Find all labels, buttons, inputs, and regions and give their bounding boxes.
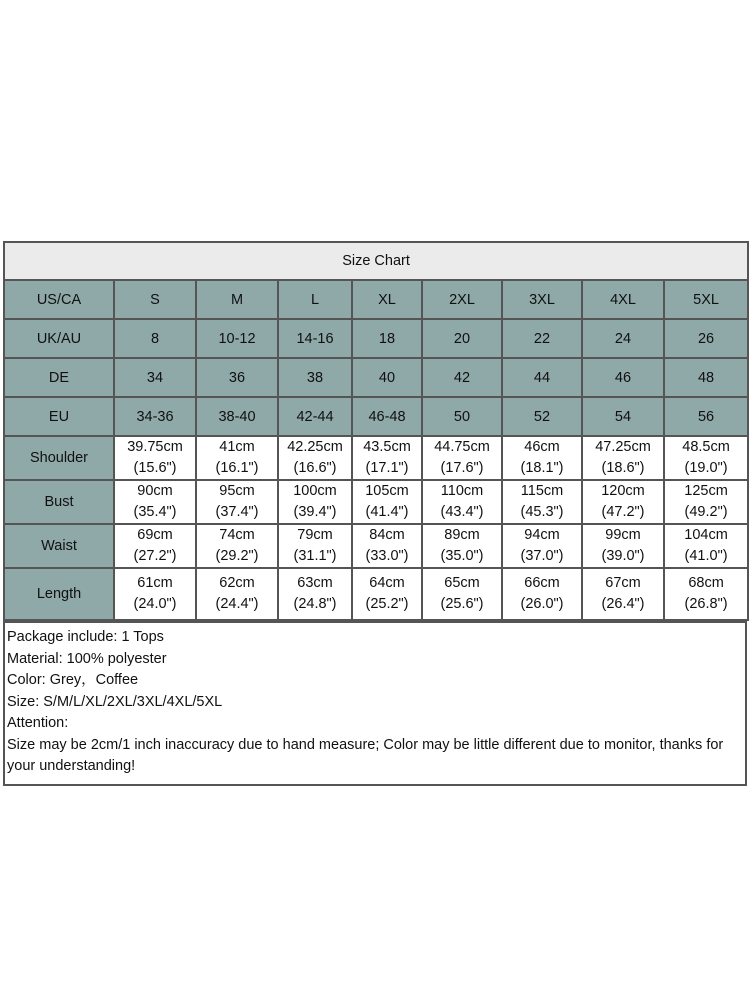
size-row-de bbox=[4, 358, 748, 397]
cm-value: 69cm bbox=[137, 527, 173, 543]
inch-value: (18.1") bbox=[520, 460, 564, 476]
size-cell: 48 bbox=[664, 358, 748, 397]
cm-value: 63cm bbox=[297, 575, 333, 591]
cm-value: 89cm bbox=[444, 527, 480, 543]
measure-row-length bbox=[4, 568, 748, 620]
size-cell: 34 bbox=[114, 358, 196, 397]
inch-value: (18.6") bbox=[601, 460, 645, 476]
size-cell: 8 bbox=[114, 319, 196, 358]
cm-value: 62cm bbox=[219, 575, 255, 591]
measure-cell bbox=[352, 480, 422, 524]
cm-value: 74cm bbox=[219, 527, 255, 543]
size-cell: 10-12 bbox=[196, 319, 278, 358]
inch-value: (17.1") bbox=[365, 460, 409, 476]
measure-row-shoulder bbox=[4, 436, 748, 480]
size-cell: 2XL bbox=[422, 280, 502, 319]
measure-cell bbox=[664, 480, 748, 524]
cm-value: 79cm bbox=[297, 527, 333, 543]
inch-value: (41.0") bbox=[684, 548, 728, 564]
inch-value: (27.2") bbox=[133, 548, 177, 564]
measure-cell bbox=[278, 436, 352, 480]
size-cell: L bbox=[278, 280, 352, 319]
measure-cell bbox=[278, 568, 352, 620]
size-cell: 56 bbox=[664, 397, 748, 436]
measure-cell bbox=[196, 524, 278, 568]
size-cell: 40 bbox=[352, 358, 422, 397]
inch-value: (45.3") bbox=[520, 504, 564, 520]
size-cell: 24 bbox=[582, 319, 664, 358]
note-package: Package include: 1 Tops bbox=[7, 629, 164, 645]
size-chart-body bbox=[4, 242, 748, 620]
measure-cell bbox=[582, 436, 664, 480]
size-row-uk-au bbox=[4, 319, 748, 358]
row-label: Waist bbox=[4, 524, 114, 568]
inch-value: (29.2") bbox=[215, 548, 259, 564]
inch-value: (26.0") bbox=[520, 596, 564, 612]
size-cell: 34-36 bbox=[114, 397, 196, 436]
note-disclaimer: Size may be 2cm/1 inch inaccuracy due to hand measure; Color may be little different due to monitor, thanks for your understanding! bbox=[7, 736, 724, 774]
measure-cell bbox=[422, 568, 502, 620]
cm-value: 90cm bbox=[137, 483, 173, 499]
measure-cell bbox=[502, 568, 582, 620]
size-row-us-ca bbox=[4, 280, 748, 319]
notes-table bbox=[3, 621, 747, 786]
inch-value: (15.6") bbox=[133, 460, 177, 476]
size-cell: 4XL bbox=[582, 280, 664, 319]
size-cell: 46-48 bbox=[352, 397, 422, 436]
measure-cell bbox=[582, 480, 664, 524]
size-chart-table bbox=[3, 241, 749, 621]
measure-cell bbox=[352, 436, 422, 480]
inch-value: (25.2") bbox=[365, 596, 409, 612]
row-label: Shoulder bbox=[4, 436, 114, 480]
measure-cell bbox=[278, 480, 352, 524]
inch-value: (16.6") bbox=[293, 460, 337, 476]
note-material: Material: 100% polyester bbox=[7, 650, 167, 667]
size-cell: 44 bbox=[502, 358, 582, 397]
inch-value: (33.0") bbox=[365, 548, 409, 564]
measure-cell bbox=[582, 568, 664, 620]
inch-value: (16.1") bbox=[215, 460, 259, 476]
inch-value: (41.4") bbox=[365, 504, 409, 520]
inch-value: (19.0") bbox=[684, 460, 728, 476]
size-cell: 42 bbox=[422, 358, 502, 397]
cm-value: 66cm bbox=[524, 575, 560, 591]
size-cell: 22 bbox=[502, 319, 582, 358]
inch-value: (17.6") bbox=[440, 460, 484, 476]
size-cell: 14-16 bbox=[278, 319, 352, 358]
cm-value: 99cm bbox=[605, 527, 641, 543]
cm-value: 95cm bbox=[219, 483, 255, 499]
cm-value: 94cm bbox=[524, 527, 560, 543]
cm-value: 46cm bbox=[524, 439, 560, 455]
measure-cell bbox=[114, 436, 196, 480]
size-cell: 52 bbox=[502, 397, 582, 436]
cm-value: 64cm bbox=[369, 575, 405, 591]
row-label: US/CA bbox=[4, 280, 114, 319]
size-cell: 54 bbox=[582, 397, 664, 436]
measure-cell bbox=[664, 568, 748, 620]
inch-value: (49.2") bbox=[684, 504, 728, 520]
size-cell: 46 bbox=[582, 358, 664, 397]
cm-value: 110cm bbox=[440, 483, 484, 499]
inch-value: (24.4") bbox=[215, 596, 259, 612]
cm-value: 84cm bbox=[369, 527, 405, 543]
size-cell: 3XL bbox=[502, 280, 582, 319]
note-color: Color: Grey，Coffee bbox=[7, 672, 139, 688]
measure-cell bbox=[582, 524, 664, 568]
measure-row-bust bbox=[4, 480, 748, 524]
cm-value: 61cm bbox=[137, 575, 173, 591]
size-cell: M bbox=[196, 280, 278, 319]
inch-value: (37.0") bbox=[520, 548, 564, 564]
inch-value: (35.4") bbox=[133, 504, 177, 520]
inch-value: (26.8") bbox=[684, 596, 728, 612]
size-cell: 5XL bbox=[664, 280, 748, 319]
cm-value: 125cm bbox=[684, 483, 728, 499]
measure-cell bbox=[114, 524, 196, 568]
size-cell: 36 bbox=[196, 358, 278, 397]
measure-cell bbox=[114, 480, 196, 524]
inch-value: (25.6") bbox=[440, 596, 484, 612]
measure-cell bbox=[278, 524, 352, 568]
cm-value: 100cm bbox=[293, 483, 337, 499]
cm-value: 105cm bbox=[365, 483, 409, 499]
size-cell: XL bbox=[352, 280, 422, 319]
cm-value: 44.75cm bbox=[434, 439, 490, 455]
measure-cell bbox=[422, 436, 502, 480]
size-cell: S bbox=[114, 280, 196, 319]
row-label: Length bbox=[4, 568, 114, 620]
cm-value: 48.5cm bbox=[682, 439, 730, 455]
measure-cell bbox=[502, 480, 582, 524]
notes-block bbox=[4, 622, 746, 785]
size-cell: 38-40 bbox=[196, 397, 278, 436]
measure-cell bbox=[196, 568, 278, 620]
size-chart-sheet bbox=[3, 241, 747, 786]
inch-value: (39.4") bbox=[293, 504, 337, 520]
row-label: Bust bbox=[4, 480, 114, 524]
size-cell: 50 bbox=[422, 397, 502, 436]
inch-value: (43.4") bbox=[440, 504, 484, 520]
row-label: UK/AU bbox=[4, 319, 114, 358]
inch-value: (35.0") bbox=[440, 548, 484, 564]
size-cell: 38 bbox=[278, 358, 352, 397]
cm-value: 104cm bbox=[684, 527, 728, 543]
cm-value: 115cm bbox=[520, 483, 564, 499]
note-attention: Attention: bbox=[7, 715, 69, 731]
inch-value: (37.4") bbox=[215, 504, 259, 520]
cm-value: 68cm bbox=[688, 575, 724, 591]
inch-value: (24.8") bbox=[293, 596, 337, 612]
inch-value: (24.0") bbox=[133, 596, 177, 612]
measure-cell bbox=[664, 436, 748, 480]
inch-value: (31.1") bbox=[293, 548, 337, 564]
inch-value: (47.2") bbox=[601, 504, 645, 520]
inch-value: (26.4") bbox=[601, 596, 645, 612]
note-size: Size: S/M/L/XL/2XL/3XL/4XL/5XL bbox=[7, 693, 223, 710]
measure-cell bbox=[664, 524, 748, 568]
measure-cell bbox=[352, 524, 422, 568]
measure-cell bbox=[196, 436, 278, 480]
cm-value: 65cm bbox=[444, 575, 480, 591]
measure-cell bbox=[352, 568, 422, 620]
cm-value: 41cm bbox=[219, 439, 255, 455]
cm-value: 39.75cm bbox=[127, 439, 183, 455]
cm-value: 43.5cm bbox=[363, 439, 411, 455]
row-label: EU bbox=[4, 397, 114, 436]
measure-cell bbox=[422, 524, 502, 568]
cm-value: 120cm bbox=[601, 483, 645, 499]
chart-title: Size Chart bbox=[4, 242, 748, 280]
measure-cell bbox=[422, 480, 502, 524]
size-cell: 26 bbox=[664, 319, 748, 358]
measure-cell bbox=[502, 436, 582, 480]
measure-cell bbox=[502, 524, 582, 568]
size-cell: 20 bbox=[422, 319, 502, 358]
size-cell: 18 bbox=[352, 319, 422, 358]
cm-value: 42.25cm bbox=[287, 439, 343, 455]
size-row-eu bbox=[4, 397, 748, 436]
size-cell: 42-44 bbox=[278, 397, 352, 436]
cm-value: 47.25cm bbox=[595, 439, 651, 455]
inch-value: (39.0") bbox=[601, 548, 645, 564]
measure-cell bbox=[196, 480, 278, 524]
row-label: DE bbox=[4, 358, 114, 397]
measure-cell bbox=[114, 568, 196, 620]
measure-row-waist bbox=[4, 524, 748, 568]
cm-value: 67cm bbox=[605, 575, 641, 591]
